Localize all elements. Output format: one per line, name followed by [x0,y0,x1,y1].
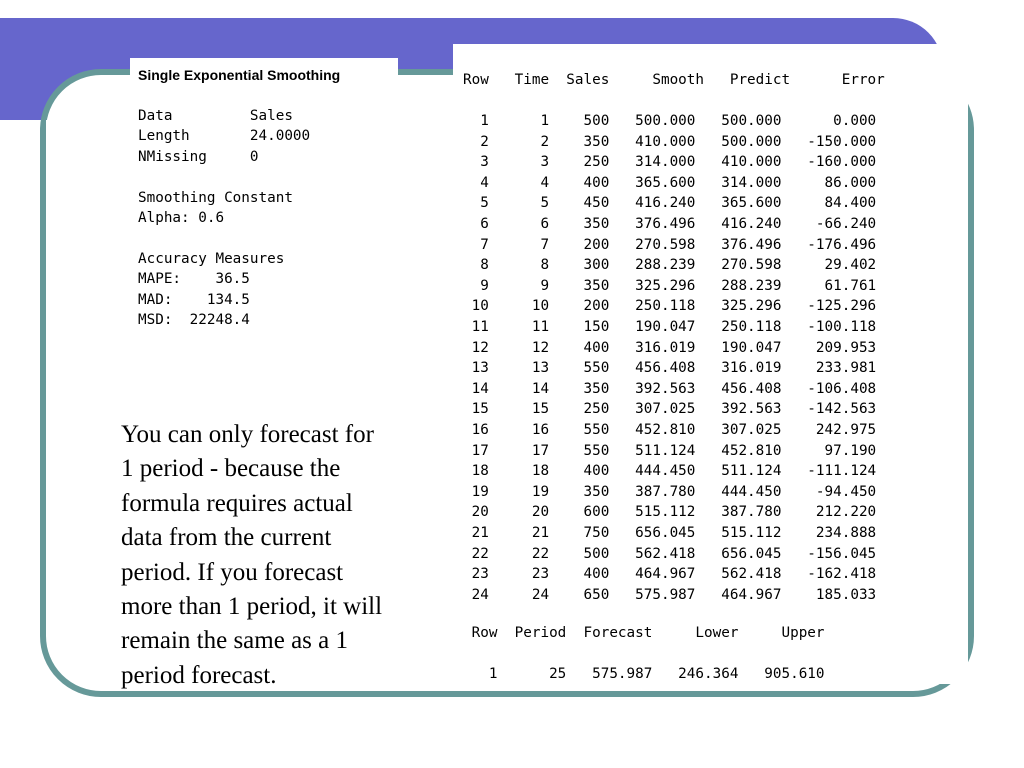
table-row: 3 3 250 314.000 410.000 -160.000 [463,154,877,171]
table-header: Row Time Sales Smooth Predict Error [463,72,885,88]
summary-line: MSD: 22248.4 [138,312,250,329]
table-row: 14 14 350 392.563 456.408 -106.408 [463,380,877,397]
summary-text [138,106,310,330]
table-row: 21 21 750 656.045 515.112 234.888 [463,525,877,541]
table-row: 16 16 550 452.810 307.025 242.975 [463,422,877,438]
summary-box [130,58,398,348]
table-row: 11 11 150 190.047 250.118 -100.118 [463,319,877,335]
table-row: 7 7 200 270.598 376.496 -176.496 [463,236,877,253]
table-row: 17 17 550 511.124 452.810 97.190 [463,442,877,459]
table-row: 1 1 500 500.000 500.000 0.000 [463,113,877,129]
summary-line: Data Sales [138,108,293,124]
forecast-header: Row Period Forecast Lower Upper [463,625,825,641]
table-row: 19 19 350 387.780 444.450 -94.450 [463,483,877,500]
table-row: 6 6 350 376.496 416.240 -66.240 [463,216,877,232]
table-row: 13 13 550 456.408 316.019 233.981 [463,360,877,377]
session-output-panel [453,44,968,684]
table-row: 12 12 400 316.019 190.047 209.953 [463,339,877,356]
table-row: 10 10 200 250.118 325.296 -125.296 [463,298,877,315]
table-row: 9 9 350 325.296 288.239 61.761 [463,277,877,294]
summary-line: MAD: 134.5 [138,291,250,308]
summary-line: Alpha: 0.6 [138,210,225,227]
table-row: 24 24 650 575.987 464.967 185.033 [463,586,877,603]
table-row: 20 20 600 515.112 387.780 212.220 [463,504,877,521]
table-row: 23 23 400 464.967 562.418 -162.418 [463,566,877,583]
summary-line [138,167,310,187]
summary-line: Accuracy Measures [138,250,285,267]
explanation-note: You can only forecast for 1 period - because the formula requires actual data from the current period. If you forecast more than 1 period, it will remain the same as a 1 period forecast. [121,421,383,689]
summary-line: MAPE: 36.5 [138,271,250,288]
table-row: 15 15 250 307.025 392.563 -142.563 [463,401,877,418]
summary-line: NMissing 0 [138,148,259,165]
table-row: 22 22 500 562.418 656.045 -156.045 [463,545,877,562]
forecast-row: 1 25 575.987 246.364 905.610 [463,666,825,682]
table-row: 8 8 300 288.239 270.598 29.402 [463,257,877,274]
table-row: 2 2 350 410.000 500.000 -150.000 [463,133,877,150]
table-row: 4 4 400 365.600 314.000 86.000 [463,174,877,191]
table-row: 18 18 400 444.450 511.124 -111.124 [463,463,877,480]
summary-line: Smoothing Constant [138,189,293,206]
summary-line: Length 24.0000 [138,128,311,145]
summary-line [138,228,310,248]
table-row: 5 5 450 416.240 365.600 84.400 [463,195,877,212]
summary-title: Single Exponential Smoothing [138,67,341,83]
